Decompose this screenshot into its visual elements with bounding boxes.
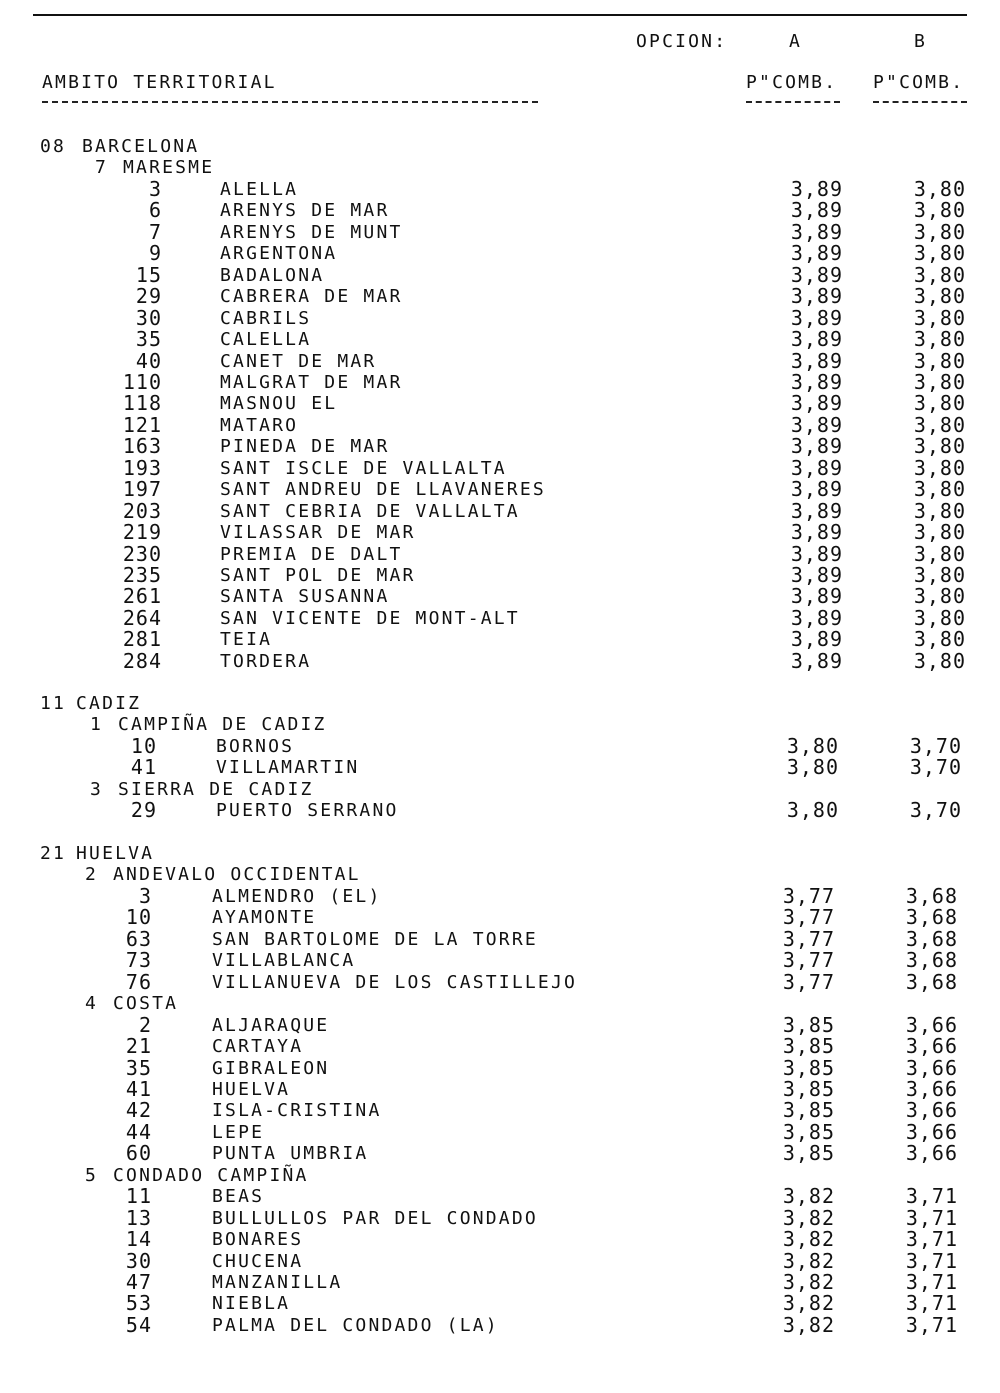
value-option-a: 3,77	[782, 926, 835, 951]
province-code: 11	[40, 693, 67, 714]
municipality-name: BADALONA	[220, 264, 325, 286]
value-option-b: 3,80	[913, 412, 966, 437]
municipality-name: HUELVA	[212, 1078, 291, 1100]
municipality-name: CABRERA DE MAR	[220, 286, 403, 308]
municipality-code: 41	[130, 755, 157, 780]
municipality-code: 42	[125, 1098, 152, 1123]
value-option-b: 3,71	[905, 1312, 958, 1337]
value-option-a: 3,77	[782, 969, 835, 994]
province-code: 08	[40, 136, 67, 157]
municipality-code: 261	[122, 584, 162, 609]
value-option-a: 3,89	[790, 648, 843, 673]
province-name: HUELVA	[76, 843, 155, 864]
municipality-name: CABRILS	[220, 307, 312, 329]
municipality-code: 47	[125, 1270, 152, 1294]
comarca-name: ANDEVALO OCCIDENTAL	[113, 864, 361, 886]
municipality-name: SANT POL DE MAR	[220, 565, 416, 586]
municipality-code: 21	[125, 1034, 152, 1059]
value-option-b: 3,80	[913, 284, 966, 309]
province-name: CADIZ	[76, 693, 142, 714]
value-option-b: 3,66	[905, 1098, 958, 1123]
municipality-name: MANZANILLA	[212, 1272, 343, 1293]
municipality-name: ARGENTONA	[220, 243, 338, 265]
municipality-code: 118	[122, 391, 162, 416]
municipality-name: MALGRAT DE MAR	[220, 371, 403, 393]
municipality-code: 3	[138, 883, 152, 908]
municipality-code: 110	[122, 369, 162, 394]
value-option-b: 3,80	[913, 391, 966, 416]
value-option-a: 3,77	[782, 883, 835, 908]
value-option-a: 3,89	[790, 605, 843, 630]
heading-underline	[42, 101, 538, 103]
comarca-code: 7	[95, 157, 109, 179]
municipality-name: PINEDA DE MAR	[220, 436, 390, 458]
comarca-code: 3	[90, 778, 104, 800]
municipality-code: 10	[130, 733, 157, 758]
municipality-name: SANTA SUSANNA	[220, 586, 390, 608]
municipality-name: VILLANUEVA DE LOS CASTILLEJO	[212, 971, 578, 993]
municipality-code: 193	[122, 455, 162, 480]
municipality-code: 10	[125, 905, 152, 930]
municipality-name: VILLABLANCA	[212, 950, 356, 972]
municipality-code: 73	[125, 948, 152, 973]
value-option-a: 3,85	[782, 1119, 835, 1144]
value-option-b: 3,71	[905, 1184, 958, 1209]
value-option-b: 3,66	[905, 1012, 958, 1037]
municipality-name: VILASSAR DE MAR	[220, 522, 416, 544]
municipality-code: 163	[122, 434, 162, 459]
municipality-code: 121	[122, 412, 162, 437]
municipality-name: MATARO	[220, 414, 299, 436]
municipality-code: 29	[135, 284, 162, 309]
municipality-name: SAN VICENTE DE MONT-ALT	[220, 607, 520, 629]
municipality-name: LEPE	[212, 1121, 265, 1143]
value-option-b: 3,71	[905, 1227, 958, 1252]
value-option-a: 3,89	[790, 262, 843, 287]
municipality-code: 15	[135, 262, 162, 287]
value-option-b: 3,80	[913, 348, 966, 373]
comarca-name: CAMPIÑA DE CADIZ	[118, 714, 327, 736]
comarca-code: 2	[85, 864, 99, 886]
value-option-a: 3,82	[782, 1312, 835, 1337]
value-option-a: 3,89	[790, 284, 843, 309]
value-option-a: 3,82	[782, 1205, 835, 1230]
municipality-code: 264	[122, 605, 162, 630]
value-option-a: 3,85	[782, 1034, 835, 1059]
value-option-a: 3,85	[782, 1012, 835, 1037]
value-option-b: 3,80	[913, 584, 966, 609]
value-option-b: 3,80	[913, 262, 966, 287]
value-option-b: 3,80	[913, 477, 966, 502]
municipality-code: 30	[125, 1248, 152, 1273]
value-option-b: 3,80	[913, 369, 966, 394]
municipality-code: 2	[138, 1012, 152, 1037]
value-option-b: 3,70	[909, 798, 962, 823]
value-option-b: 3,71	[905, 1205, 958, 1230]
municipality-name: AYAMONTE	[212, 907, 317, 929]
value-option-a: 3,77	[782, 905, 835, 930]
value-option-a: 3,89	[790, 455, 843, 480]
value-option-b: 3,66	[905, 1055, 958, 1080]
comarca-code: 5	[85, 1164, 99, 1186]
municipality-code: 54	[125, 1312, 152, 1337]
value-option-a: 3,89	[790, 627, 843, 652]
option-b-label: B	[914, 31, 928, 52]
municipality-name: BORNOS	[216, 735, 295, 757]
value-option-b: 3,68	[905, 926, 958, 951]
municipality-code: 63	[125, 926, 152, 951]
municipality-code: 3	[148, 176, 162, 201]
value-option-b: 3,80	[913, 176, 966, 201]
comarca-name: SIERRA DE CADIZ	[118, 778, 314, 800]
value-option-a: 3,89	[790, 198, 843, 223]
value-option-a: 3,82	[782, 1270, 835, 1294]
value-option-a: 3,89	[790, 241, 843, 266]
col-a-heading: P"COMB.	[746, 72, 838, 93]
value-option-b: 3,80	[913, 434, 966, 459]
value-option-a: 3,89	[790, 541, 843, 566]
col-a-underline	[746, 101, 840, 103]
col-b-heading: P"COMB.	[873, 72, 965, 93]
value-option-a: 3,80	[786, 755, 839, 780]
municipality-code: 35	[125, 1055, 152, 1080]
municipality-code: 60	[125, 1141, 152, 1166]
value-option-b: 3,80	[913, 648, 966, 673]
value-option-a: 3,82	[782, 1184, 835, 1209]
value-option-a: 3,89	[790, 498, 843, 523]
value-option-b: 3,70	[909, 755, 962, 780]
comarca-name: MARESME	[123, 157, 215, 179]
municipality-name: NIEBLA	[212, 1293, 291, 1315]
value-option-b: 3,66	[905, 1076, 958, 1101]
value-option-b: 3,68	[905, 905, 958, 930]
municipality-code: 281	[122, 627, 162, 652]
municipality-name: GIBRALEON	[212, 1057, 330, 1079]
municipality-name: TORDERA	[220, 650, 312, 672]
municipality-code: 11	[125, 1184, 152, 1209]
municipality-name: PALMA DEL CONDADO (LA)	[212, 1314, 499, 1336]
municipality-code: 14	[125, 1227, 152, 1252]
value-option-a: 3,89	[790, 434, 843, 459]
municipality-name: BULLULLOS PAR DEL CONDADO	[212, 1207, 538, 1229]
municipality-name: ARENYS DE MUNT	[220, 221, 403, 243]
value-option-b: 3,80	[913, 455, 966, 480]
value-option-a: 3,89	[790, 584, 843, 609]
value-option-b: 3,68	[905, 969, 958, 994]
value-option-b: 3,66	[905, 1141, 958, 1166]
municipality-name: SANT ANDREU DE LLAVANERES	[220, 479, 546, 501]
value-option-a: 3,89	[790, 176, 843, 201]
municipality-name: ALELLA	[220, 178, 299, 200]
municipality-code: 40	[135, 348, 162, 373]
municipality-name: SANT CEBRIA DE VALLALTA	[220, 500, 520, 522]
municipality-name: TEIA	[220, 629, 273, 651]
province-name: BARCELONA	[82, 136, 200, 157]
comarca-code: 4	[85, 993, 99, 1015]
value-option-b: 3,80	[913, 241, 966, 266]
municipality-name: ISLA-CRISTINA	[212, 1100, 382, 1122]
municipality-code: 29	[130, 798, 157, 823]
value-option-b: 3,71	[905, 1291, 958, 1316]
value-option-a: 3,85	[782, 1055, 835, 1080]
value-option-a: 3,85	[782, 1141, 835, 1166]
value-option-b: 3,80	[913, 627, 966, 652]
value-option-b: 3,71	[905, 1270, 958, 1294]
option-a-label: A	[789, 31, 803, 52]
municipality-name: SAN BARTOLOME DE LA TORRE	[212, 928, 538, 950]
municipality-name: CANET DE MAR	[220, 350, 377, 372]
municipality-code: 203	[122, 498, 162, 523]
municipality-name: ARENYS DE MAR	[220, 200, 390, 222]
municipality-code: 53	[125, 1291, 152, 1316]
municipality-code: 219	[122, 520, 162, 545]
municipality-name: CALELLA	[220, 329, 312, 351]
comarca-code: 1	[90, 714, 104, 736]
value-option-b: 3,80	[913, 498, 966, 523]
value-option-a: 3,89	[790, 412, 843, 437]
municipality-code: 6	[148, 198, 162, 223]
municipality-code: 9	[148, 241, 162, 266]
municipality-name: MASNOU EL	[220, 393, 338, 415]
municipality-name: PREMIA DE DALT	[220, 543, 403, 565]
municipality-name: ALMENDRO (EL)	[212, 885, 382, 907]
value-option-b: 3,66	[905, 1119, 958, 1144]
municipality-name: SANT ISCLE DE VALLALTA	[220, 457, 507, 479]
municipality-code: 76	[125, 969, 152, 994]
municipality-name: BEAS	[212, 1186, 265, 1208]
municipality-code: 13	[125, 1205, 152, 1230]
municipality-name: BONARES	[212, 1229, 304, 1251]
municipality-name: PUNTA UMBRIA	[212, 1143, 369, 1165]
value-option-a: 3,80	[786, 733, 839, 758]
value-option-a: 3,89	[790, 348, 843, 373]
value-option-b: 3,80	[913, 520, 966, 545]
ambito-territorial-heading: AMBITO TERRITORIAL	[42, 72, 277, 93]
municipality-code: 35	[135, 327, 162, 352]
comarca-name: CONDADO CAMPIÑA	[113, 1164, 309, 1186]
value-option-b: 3,80	[913, 327, 966, 352]
value-option-b: 3,70	[909, 733, 962, 758]
value-option-b: 3,80	[913, 305, 966, 330]
value-option-b: 3,68	[905, 883, 958, 908]
value-option-a: 3,82	[782, 1248, 835, 1273]
value-option-b: 3,66	[905, 1034, 958, 1059]
value-option-a: 3,89	[790, 219, 843, 244]
value-option-a: 3,89	[790, 477, 843, 502]
value-option-a: 3,85	[782, 1098, 835, 1123]
value-option-a: 3,82	[782, 1227, 835, 1252]
value-option-a: 3,89	[790, 369, 843, 394]
value-option-b: 3,80	[913, 219, 966, 244]
col-b-underline	[873, 101, 967, 103]
municipality-code: 284	[122, 648, 162, 673]
municipality-code: 30	[135, 305, 162, 330]
value-option-a: 3,82	[782, 1291, 835, 1316]
value-option-a: 3,77	[782, 948, 835, 973]
municipality-name: CARTAYA	[212, 1036, 304, 1058]
top-rule	[33, 14, 967, 16]
municipality-code: 7	[148, 219, 162, 244]
value-option-b: 3,80	[913, 605, 966, 630]
municipality-name: CHUCENA	[212, 1250, 304, 1272]
municipality-code: 235	[122, 563, 162, 587]
value-option-b: 3,80	[913, 198, 966, 223]
value-option-b: 3,71	[905, 1248, 958, 1273]
municipality-code: 230	[122, 541, 162, 566]
municipality-code: 197	[122, 477, 162, 502]
value-option-a: 3,89	[790, 327, 843, 352]
value-option-b: 3,80	[913, 541, 966, 566]
comarca-name: COSTA	[113, 993, 179, 1015]
value-option-a: 3,80	[786, 798, 839, 823]
value-option-a: 3,85	[782, 1076, 835, 1101]
value-option-a: 3,89	[790, 391, 843, 416]
province-code: 21	[40, 843, 67, 864]
value-option-a: 3,89	[790, 520, 843, 545]
municipality-name: ALJARAQUE	[212, 1014, 330, 1036]
value-option-b: 3,80	[913, 563, 966, 587]
municipality-name: PUERTO SERRANO	[216, 800, 399, 822]
value-option-a: 3,89	[790, 563, 843, 587]
municipality-code: 41	[125, 1076, 152, 1101]
municipality-name: VILLAMARTIN	[216, 757, 360, 779]
value-option-a: 3,89	[790, 305, 843, 330]
value-option-b: 3,68	[905, 948, 958, 973]
municipality-code: 44	[125, 1119, 152, 1144]
opcion-label: OPCION:	[636, 31, 728, 52]
